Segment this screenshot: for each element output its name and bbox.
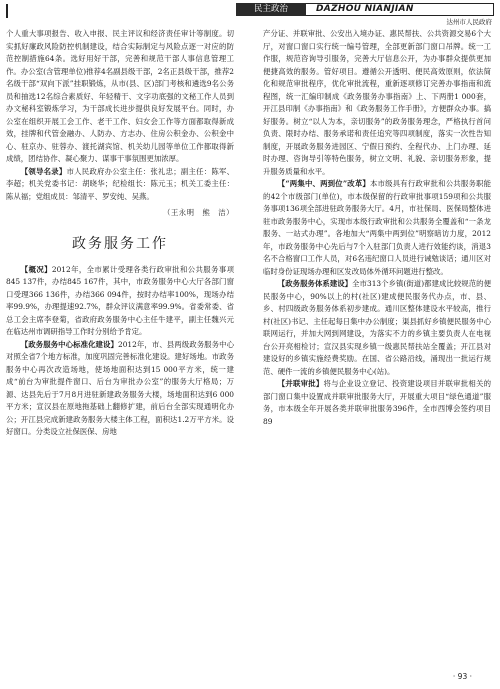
label-service-system: 【政务服务体系建设】 (277, 279, 353, 288)
text-standardization: 2012年，市、县两级政务服务中心对照全省7个地方标准，加度巩固完善标准化建设。建好场地。市政务服务中心再次改造场地，使场地面积达到15 000平方米，统一建成“前台为审批提件窗口、后台为审批办公室”的服务大厅格局；万源、达县先后于7月8月进驻新建政务服务大楼，场地面积达到6 000平方米；宣汉县在原地拖基础上翻修扩建，前后台全部实现通明化办公；开江县完成新建政务服务大楼主体工程，面积达1.2万平方米。设好窗口。分类设立社保医保、房地 (6, 339, 234, 436)
section-title: 政务服务工作 (72, 235, 168, 252)
header-english-title: DAZHOU NIANJIAN (316, 4, 414, 14)
paragraph-service-system (263, 278, 491, 378)
paragraph-joint-approval (263, 378, 491, 428)
text-service-system: 全市313个乡镇(街道)都建成比较规范的便民服务中心，90%以上的村(社区)建成便民服务代办点，市、县、乡、村四级政务服务体系初步建成。通川区整体建设水平较高，推行村(社区)书记、主任起每日集中办公制度；渠县抓好乡镇便民服务中心联网运行，并加大网到网建设，为落实不力的乡镇主要负责人在电视台公开亮相检讨；宣汉县实现乡镇一级惠民帮扶站全覆盖；开江县对建设好的乡镇实施经费奖励。在国、省公路沿线，涌现出一批运行规范、硬件一流的乡镇便民服务中心(站)。 (263, 279, 491, 376)
paragraph-office-work: 个人重大事项报告、收入申报、民主评议和经济责任审计等制度。切实抓好廉政风险防控机制建设，结合实际制定与风险点逐一对应的防范控制措施64条。选好用好干部，完善和规范干部人事信息管理工作。办公室(含管理单位)推荐4名副县级干部，2名正县级干部，推荐2名级干部“双向下派”挂职锻炼，从市(县、区)部门考核和遴选9名公务员和抽选12名综合素质好、年轻精干、文字功底强的文秘工作人员到办文秘科室锻炼学习，为干部成长进步提供良好发展平台。同时，办公室在组织开展工会工作、老干工作、妇女会工作等方面都取得新成效，挂牌和代管金融办、人防办、方志办、住房公积金办、公积金中心、驻京办、驻蓉办、渡托湖宾馆、机关幼儿园等单位工作都取得新成绩，团结协作、凝心聚力、谋事干事氛围更加浓厚。 (6, 29, 234, 163)
paragraph-standardization (6, 339, 234, 439)
header-section-tab: 民主政治 (236, 3, 306, 16)
page-header (0, 0, 500, 24)
text-leader-list: 市人民政府办公室主任：张礼忠；副主任：陈军、李超；机关党委书记：胡晓华；纪检组长：陈元玉；机关工委主任：陈从福；党组成员：邹清平、罗安纯、吴燕。 (6, 166, 234, 201)
author-byline: （王永明 熊 洁） (162, 208, 234, 217)
header-rule-mark (6, 4, 8, 18)
text-joint-approval: 将与企业设立登记、投资建设项目并联审批相关的部门窗口集中设置成并联审批服务大厅，开展重大项目“绿色通道”服务，市本级全年开展各类并联审批服务396件，全市西博会签约项目89 (263, 379, 491, 426)
text-overview: 2012年，全市累计受理各类行政审批和公共服务事项845 137件，办结845 167件，其中，市政务服务中心大厅各部门窗口受理366 136件，办结366 094件，按时办结率100%，现场办结率99.9%，办理提速92.7%，群众评议满意率99.9%。省委常委、省总工会主席李登菊，省政府政务服务中心主任牛建平，副主任魏兴元在临达州市调研指导工作时分别给予肯定。 (6, 264, 234, 336)
right-column (263, 28, 491, 428)
label-joint-approval: 【并联审批】 (277, 379, 324, 388)
paragraph-halls-services: 产分证、并联审批、公安出入境办证、惠民帮扶、公共资源交易6个大厅，对窗口窗口实行统一编号管理，全部更新部门窗口吊牌。统一工作服，规范咨询导引服务，完善大厅信息公开，为办事群众提供更加便捷高效的服务。管好项目。遵循公开透明、便民高效原则，依法简化和规范审批程序，优化审批流程，重新逐项修订完善办事指南和流程图，统一汇编印制成《政务服务办事指南》上、下两册1 000套，开江县印制《办事指南》和《政务服务工作手册》，方便群众办事。搞好服务。树立“以人为本，亲切服务”的政务服务理念，严格执行首问负责、限时办结、服务承诺和责任追究等四项制度，落实一次性告知制度，开展政务服务进园区、宁假日预约、全程代办、上门办理、延时办理、咨询导引等特色服务，树立文明、礼貌、亲切服务形象，提升服务质量和水平。 (263, 29, 491, 176)
label-reform: 【“两集中、两到位”改革】 (277, 179, 370, 188)
text-reform: 本市级具有行政审批和公共服务职能的42个市级部门(单位)，市本级保留的行政审批事项159项和公共服务事项136项全部进驻政务服务大厅。4月，市社保局、医保局整体进驻市政务服务中心，实现市本级行政审批和公共服务全覆盖和“一条龙服务、一站式办理”。各地加大“两集中两到位”明察暗访力度，2012年，市政务服务中心先后与7个入驻部门负责人进行效能约谈，消退3名不合格窗口工作人员，对6名违纪窗口人员进行诫勉谈话；通川区对临时身份证现场办理和区发改局体外循环问题进行整改。 (263, 179, 491, 276)
paragraph-reform (263, 178, 491, 278)
label-leader-list: 【领导名录】 (20, 166, 67, 176)
paragraph-leader-list (6, 166, 234, 204)
header-subtitle: 达州市人民政府 (446, 18, 492, 26)
label-standardization: 【政务服务中心标准化建设】 (20, 339, 118, 349)
page-number: · 93 · (452, 672, 472, 681)
left-column (6, 28, 234, 439)
paragraph-overview (6, 264, 234, 339)
label-overview: 【概况】 (20, 264, 52, 274)
